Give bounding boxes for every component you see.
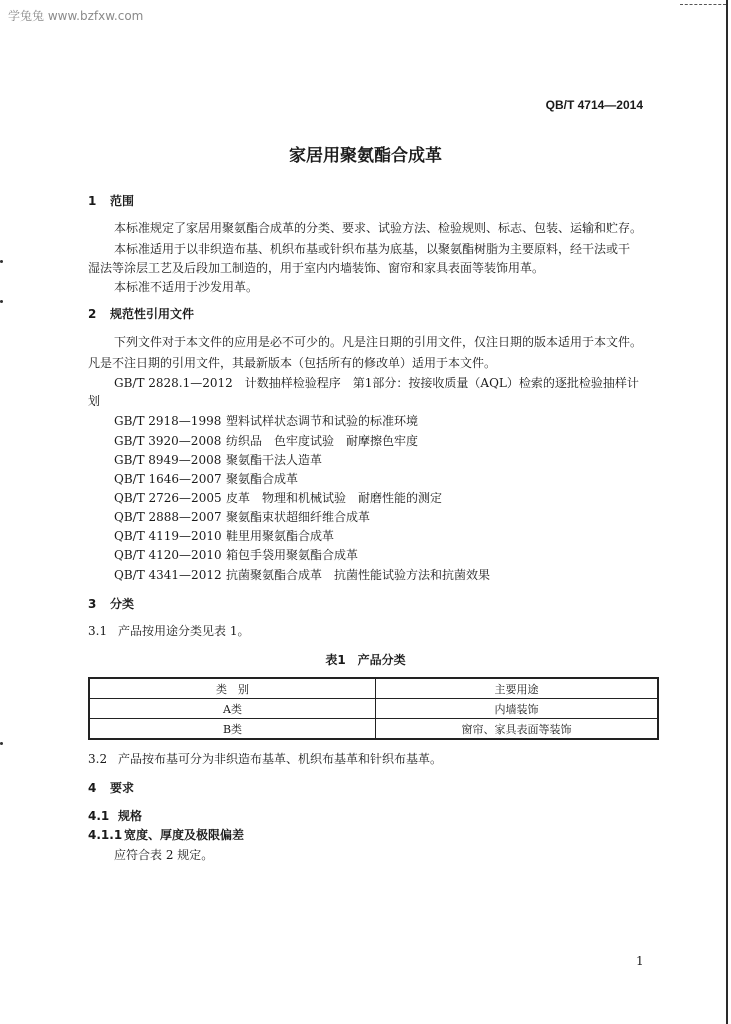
clause-4-1-heading [88, 807, 142, 824]
section-number: 2 [88, 307, 97, 321]
section-title: 要求 [110, 781, 135, 795]
reference-entry [114, 470, 298, 487]
section-number: 3 [88, 597, 97, 611]
reference-entry-continuation: 划 [88, 394, 101, 408]
table-row [89, 719, 658, 740]
reference-entry [114, 432, 418, 449]
clause-number: 4.1.1 [88, 828, 123, 842]
section-3-heading [88, 595, 134, 612]
reference-title: 抗菌聚氨酯合成革 抗菌性能试验方法和抗菌效果 [226, 568, 491, 582]
clause-title: 规格 [118, 809, 143, 823]
page-title: 家居用聚氨酯合成革 [289, 146, 442, 166]
reference-entry [114, 489, 442, 506]
reference-title: 纺织品 色牢度试验 耐摩擦色牢度 [226, 434, 419, 448]
reference-code: QB/T 2888—2007 [114, 510, 222, 524]
table-caption: 表1 产品分类 [325, 653, 406, 667]
table-row [89, 699, 658, 719]
reference-title: 塑料试样状态调节和试验的标准环境 [226, 414, 419, 428]
reference-entry [114, 451, 322, 468]
reference-code: QB/T 1646—2007 [114, 472, 222, 486]
reference-code: QB/T 4119—2010 [114, 529, 222, 543]
reference-title: 箱包手袋用聚氨酯合成革 [226, 548, 359, 562]
reference-title: 聚氨酯合成革 [226, 472, 299, 486]
clause-4-1-1-heading [88, 826, 244, 843]
product-classification-table [88, 677, 659, 740]
clause-text: 产品按布基可分为非织造布基革、机织布基革和针织布基革。 [118, 752, 443, 766]
table-cell: 内墙装饰 [376, 699, 659, 719]
reference-title: 聚氨酯干法人造革 [226, 453, 323, 467]
reference-code: QB/T 2726—2005 [114, 491, 222, 505]
clause-text: 产品按用途分类见表 1。 [118, 624, 250, 638]
reference-code: GB/T 2918—1998 [114, 414, 222, 428]
clause-number: 4.1 [88, 809, 110, 823]
table-header-row [89, 678, 658, 699]
reference-title: 鞋里用聚氨酯合成革 [226, 529, 335, 543]
reference-code: GB/T 3920—2008 [114, 434, 222, 448]
standard-number: QB/T 4714—2014 [545, 98, 643, 112]
paragraph: 本标准不适用于沙发用革。 [114, 280, 259, 294]
paragraph: 应符合表 2 规定。 [114, 848, 214, 862]
paragraph: 下列文件对于本文件的应用是必不可少的。凡是注日期的引用文件，仅注日期的版本适用于本文件。 [114, 335, 643, 349]
reference-code: GB/T 8949—2008 [114, 453, 222, 467]
table-cell: 窗帘、家具表面等装饰 [376, 719, 659, 740]
section-number: 4 [88, 781, 97, 795]
section-title: 范围 [110, 194, 135, 208]
paragraph-continuation: 凡是不注日期的引用文件，其最新版本（包括所有的修改单）适用于本文件。 [88, 356, 497, 370]
reference-code: QB/T 4341—2012 [114, 568, 222, 582]
scan-mark [0, 300, 3, 303]
reference-title: 聚氨酯束状超细纤维合成革 [226, 510, 371, 524]
reference-title: 皮革 物理和机械试验 耐磨性能的测定 [226, 491, 443, 505]
table-header-cell: 主要用途 [376, 678, 659, 699]
reference-entry [114, 527, 334, 544]
reference-entry [114, 508, 370, 525]
section-title: 分类 [110, 597, 135, 611]
scan-mark [0, 742, 3, 745]
paragraph-continuation: 湿法等涂层工艺及后段加工制造的，用于室内内墙装饰、窗帘和家具表面等装饰用革。 [88, 261, 545, 275]
reference-code: QB/T 4120—2010 [114, 548, 222, 562]
paragraph: 本标准适用于以非织造布基、机织布基或针织布基为底基，以聚氨酯树脂为主要原料，经干法或干 [114, 242, 631, 256]
clause-title: 宽度、厚度及极限偏差 [124, 828, 245, 842]
clause-number: 3.2 [88, 752, 108, 766]
watermark: 学兔兔 www.bzfxw.com [8, 9, 144, 23]
paragraph: 本标准规定了家居用聚氨酯合成革的分类、要求、试验方法、检验规则、标志、包装、运输和贮存。 [114, 221, 643, 235]
reference-entry [114, 566, 490, 583]
section-1-heading [88, 192, 134, 209]
section-number: 1 [88, 194, 97, 208]
scan-mark [0, 260, 3, 263]
clause-3-1 [88, 622, 249, 639]
reference-entry [114, 546, 358, 563]
table-cell: A类 [89, 699, 376, 719]
table-header-cell: 类 别 [89, 678, 376, 699]
section-4-heading [88, 779, 134, 796]
reference-entry [114, 412, 418, 429]
reference-entry: GB/T 2828.1—2012 计数抽样检验程序 第1部分：按接收质量（AQL）检索的逐批检验抽样计 [114, 376, 639, 390]
clause-3-2 [88, 750, 442, 767]
page-number: 1 [636, 954, 644, 968]
top-edge-dash [680, 4, 726, 5]
clause-number: 3.1 [88, 624, 108, 638]
table-cell: B类 [89, 719, 376, 740]
section-2-heading [88, 305, 194, 322]
section-title: 规范性引用文件 [110, 307, 195, 321]
